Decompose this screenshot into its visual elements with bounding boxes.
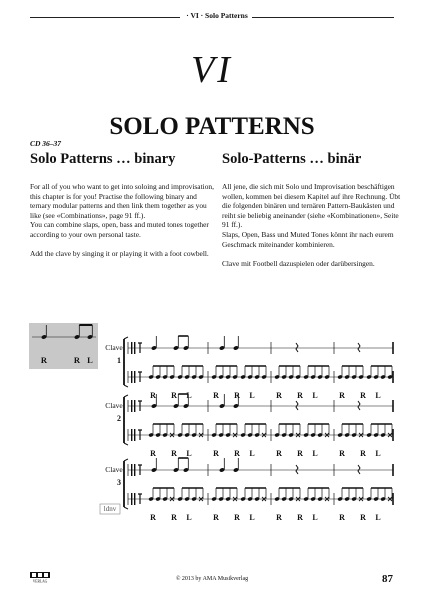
drum-note [351,366,356,379]
clave-label: Clave [105,401,123,410]
drum-note [232,366,237,379]
drum-note [281,488,286,501]
drum-note [274,424,279,437]
copyright: © 2013 by AMA Musikverlag [175,576,249,582]
page-number: 87 [382,573,393,585]
sticking-label: R [297,513,303,522]
drum-note [281,424,286,437]
percussion-clef [131,429,132,441]
drum-note [337,424,342,437]
clave-note [151,336,157,351]
running-header: · VI · Solo Patterns [186,11,248,20]
sticking-label: R [339,449,345,458]
clave-label: Clave [105,465,123,474]
drum-note [191,424,196,437]
drum-note [351,424,356,437]
sticking-label: R [297,391,303,400]
page-title: SOLO PATTERNS [109,113,315,140]
drum-note [177,366,182,379]
sticking-label: R [360,391,366,400]
rest [296,465,298,474]
drum-note [274,488,279,501]
sticking-label: L [186,513,192,522]
example-note [74,325,80,340]
drum-note [211,424,216,437]
drum-note [337,488,342,501]
drum-note [247,424,252,437]
drum-note [387,366,392,379]
sticking-label: R [171,449,177,458]
drum-note [148,366,153,379]
drum-note [317,488,322,501]
drum-note [295,366,300,379]
sticking-label: R [234,513,240,522]
percussion-clef [131,400,132,412]
drum-note [148,424,153,437]
percussion-clef [131,342,132,354]
drum-note [184,366,189,379]
sticking-label: L [186,391,192,400]
drum-note [162,424,167,437]
rest [296,401,298,410]
drum-note [211,366,216,379]
heading-english: Solo Patterns … binary [30,151,176,167]
rest [358,401,360,410]
sticking-label: R [234,391,240,400]
drum-note [351,488,356,501]
drum-note [344,366,349,379]
sticking-label: R [213,449,219,458]
sticking-label: L [249,513,255,522]
drum-note [366,488,371,501]
sticking-label: L [375,449,381,458]
drum-note [344,424,349,437]
clave-note [219,336,225,351]
sticking-label: R [297,449,303,458]
drum-note [218,424,223,437]
example-sticking: R [73,355,81,365]
drum-note [303,424,308,437]
sticking-label: R [360,513,366,522]
stamp-text: ldnv [103,505,117,513]
sticking-label: R [339,391,345,400]
sticking-label: L [249,391,255,400]
drum-note [177,488,182,501]
system-3 [100,458,393,514]
drum-note [240,488,245,501]
sticking-label: R [276,449,282,458]
drum-note [288,488,293,501]
cd-reference: CD 36–37 [30,139,62,148]
clave-note [183,458,189,473]
sticking-label: R [171,513,177,522]
sticking-label: L [186,449,192,458]
paragraph-german: All jene, die sich mit Solo und Improvisation beschäftigen wollen, kommen bei diesem Kapitel auf ihre Rechnung. Übt die folgenden binären und ternären Pattern-Baukästen und reiht sie beliebig aneinander (siehe «Kombinationen», Seite 91 ff.). Slaps, Open, Bass und Muted Tones könnt ihr nach eurem Geschmack miteinander kombinieren. Clave mit Footbell dazuspielen oder darübersingen. [222,182,401,268]
clave-note [173,336,179,351]
sticking-label: R [213,513,219,522]
sticking-label: L [312,449,318,458]
drum-note [366,424,371,437]
heading-german: Solo-Patterns … binär [222,151,362,167]
rest [358,343,360,352]
system-number: 1 [117,356,121,365]
drum-note [225,366,230,379]
sticking-label: R [150,449,156,458]
drum-note [337,366,342,379]
drum-note [303,488,308,501]
drum-note [184,488,189,501]
system-number: 3 [117,478,121,487]
drum-note [380,488,385,501]
drum-note [324,366,329,379]
drum-note [254,424,259,437]
clave-note [219,394,225,409]
percussion-clef [131,464,132,476]
drum-note [155,366,160,379]
drum-note [358,366,363,379]
system-1 [124,336,393,387]
drum-note [254,488,259,501]
drum-note [225,488,230,501]
drum-note [155,488,160,501]
sticking-label: R [276,391,282,400]
percussion-clef [131,371,132,383]
chapter-number: VI [191,49,233,91]
sticking-label: L [375,513,381,522]
drum-note [155,424,160,437]
drum-note [373,488,378,501]
paragraph-english: For all of you who want to get into soloing and improvisation, this chapter is for you! Practise the following binary and ternary modular patterns and then link them together as you like (see «Combinations», page 91 ff.). You can combine slaps, open, bass and muted tones together according to your own personal taste. Add the clave by singing it or playing it with a foot cowbell. [30,182,214,259]
drum-note [380,424,385,437]
sticking-label: L [312,391,318,400]
drum-note [303,366,308,379]
drum-note [218,488,223,501]
example-note [41,325,47,340]
sticking-label: R [276,513,282,522]
drum-note [288,424,293,437]
drum-note [184,424,189,437]
clave-label: Clave [105,343,123,352]
system-2 [124,394,393,445]
sticking-label: R [339,513,345,522]
drum-note [380,366,385,379]
logo-text: VERLAG [32,579,48,583]
drum-note [247,366,252,379]
rest [296,343,298,352]
drum-note [225,424,230,437]
drum-note [261,366,266,379]
clave-note [219,458,225,473]
drum-note [310,366,315,379]
drum-note [274,366,279,379]
sticking-label: L [249,449,255,458]
drum-note [281,366,286,379]
drum-note [211,488,216,501]
drum-note [317,366,322,379]
sticking-label: R [171,391,177,400]
percussion-clef [131,493,132,505]
example-sticking: R [40,355,48,365]
drum-note [148,488,153,501]
drum-note [177,424,182,437]
drum-note [373,366,378,379]
sticking-label: R [360,449,366,458]
clave-note [233,458,239,473]
clave-note [183,336,189,351]
example-sticking: L [87,355,93,365]
clave-note [151,458,157,473]
drum-note [247,488,252,501]
drum-note [317,424,322,437]
sticking-label: R [213,391,219,400]
drum-note [240,366,245,379]
sticking-label: L [375,391,381,400]
clave-note [233,336,239,351]
drum-note [169,366,174,379]
sticking-label: R [150,513,156,522]
drum-note [310,488,315,501]
sticking-label: R [234,449,240,458]
drum-note [288,366,293,379]
drum-note [191,366,196,379]
drum-note [218,366,223,379]
rest [358,465,360,474]
drum-note [162,366,167,379]
drum-note [162,488,167,501]
drum-note [373,424,378,437]
system-number: 2 [117,414,121,423]
drum-note [191,488,196,501]
drum-note [198,366,203,379]
sticking-label: R [150,391,156,400]
drum-note [366,366,371,379]
drum-note [254,366,259,379]
drum-note [240,424,245,437]
drum-note [310,424,315,437]
drum-note [344,488,349,501]
clave-note [173,458,179,473]
sticking-label: L [312,513,318,522]
example-note [87,325,93,340]
